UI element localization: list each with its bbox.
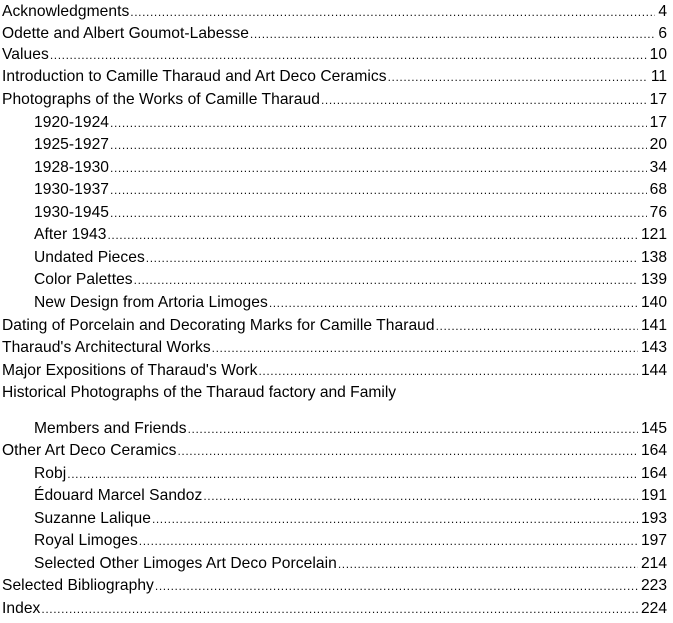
dot-leader (321, 90, 647, 110)
toc-entry-page: 139 (640, 271, 667, 288)
toc-entry-title: Robj (34, 465, 67, 482)
toc-entry-page: 121 (640, 226, 667, 243)
dot-leader (146, 248, 638, 268)
toc-entry-acknowledgments (0, 2, 667, 22)
toc-entry-page: 140 (640, 294, 667, 311)
toc-entry-architectural-works (0, 338, 667, 358)
toc-entry-title: Selected Bibliography (2, 577, 154, 594)
dot-leader (188, 419, 638, 439)
toc-entry-page: 34 (649, 159, 667, 176)
toc-entry-title: Édouard Marcel Sandoz (34, 487, 203, 504)
dot-leader (212, 338, 638, 358)
toc-subentry-1930-1945 (0, 203, 667, 223)
dot-leader (134, 270, 638, 290)
toc-entry-photographs (0, 90, 667, 110)
toc-entry-title: Tharaud's Architectural Works (2, 339, 211, 356)
toc-entry-title: 1925-1927 (34, 136, 110, 153)
toc-entry-page: 76 (649, 204, 667, 221)
toc-entry-page: 68 (649, 181, 667, 198)
toc-entry-title: Photographs of the Works of Camille Tharaud (2, 91, 320, 108)
toc-entry-goumot-labesse (0, 24, 667, 44)
toc-entry-title-continuation: Members and Friends (34, 420, 187, 437)
toc-entry-title: New Design from Artoria Limoges (34, 294, 268, 311)
toc-entry-page: 164 (640, 465, 667, 482)
toc-entry-title: Major Expositions of Tharaud's Work (2, 362, 258, 379)
toc-entry-expositions (0, 361, 667, 381)
toc-entry-title: After 1943 (34, 226, 107, 243)
toc-subentry-royal-limoges (0, 531, 667, 551)
toc-entry-dating-marks (0, 316, 667, 336)
dot-leader (110, 113, 647, 133)
toc-entry-index (0, 599, 667, 619)
toc-entry-title: 1928-1930 (34, 159, 110, 176)
toc-entry-page: 11 (650, 68, 667, 85)
toc-entry-historical-photographs-title: Historical Photographs of the Tharaud factory and Family (2, 384, 397, 401)
toc-subentry-color-palettes (0, 270, 667, 290)
dot-leader (177, 441, 638, 461)
dot-leader (152, 509, 638, 529)
dot-leader (436, 316, 638, 336)
toc-entry-page: 224 (640, 600, 667, 617)
toc-entry-page: 164 (640, 442, 667, 459)
toc-entry-page: 145 (640, 420, 667, 437)
toc-entry-title: Index (2, 600, 41, 617)
toc-entry-title: 1930-1945 (34, 204, 110, 221)
toc-entry-introduction (0, 67, 667, 87)
toc-subentry-1930-1937 (0, 180, 667, 200)
toc-entry-page: 143 (640, 339, 667, 356)
dot-leader (269, 293, 638, 313)
toc-entry-other-art-deco (0, 441, 667, 461)
toc-entry-title: Acknowledgments (2, 3, 130, 20)
toc-entry-title: Values (2, 46, 49, 63)
toc-subentry-robj (0, 464, 667, 484)
toc-entry-title: Suzanne Lalique (34, 510, 151, 527)
toc-entry-page: 4 (658, 3, 667, 20)
toc-entry-page: 141 (640, 317, 667, 334)
dot-leader (67, 464, 638, 484)
toc-entry-page: 223 (640, 577, 667, 594)
toc-entry-title: 1920-1924 (34, 114, 110, 131)
toc-entry-page: 197 (640, 532, 667, 549)
toc-entry-page: 191 (640, 487, 667, 504)
dot-leader (110, 180, 647, 200)
dot-leader (388, 67, 648, 87)
toc-subentry-suzanne-lalique (0, 509, 667, 529)
dot-leader (110, 203, 647, 223)
toc-entry-values (0, 45, 667, 65)
dot-leader (50, 45, 647, 65)
toc-entry-title: Dating of Porcelain and Decorating Marks for Camille Tharaud (2, 317, 435, 334)
toc-subentry-sandoz (0, 486, 667, 506)
dot-leader (41, 599, 638, 619)
toc-entry-page: 6 (658, 25, 667, 42)
toc-entry-page: 17 (649, 91, 667, 108)
toc-subentry-after-1943 (0, 225, 667, 245)
toc-entry-title: 1930-1937 (34, 181, 110, 198)
toc-entry-title: Royal Limoges (34, 532, 138, 549)
dot-leader (130, 2, 655, 22)
toc-entry-title: Introduction to Camille Tharaud and Art Deco Ceramics (2, 68, 387, 85)
toc-subentry-1920-1924 (0, 113, 667, 133)
toc-subentry-undated-pieces (0, 248, 667, 268)
toc-entry-bibliography (0, 576, 667, 596)
toc-entry-page: 20 (649, 136, 667, 153)
toc-entry-title: Other Art Deco Ceramics (2, 442, 177, 459)
dot-leader (110, 158, 647, 178)
toc-entry-page: 214 (640, 555, 667, 572)
toc-entry-title: Color Palettes (34, 271, 133, 288)
toc-subentry-other-limoges (0, 554, 667, 574)
toc-entry-historical-photographs (0, 419, 667, 439)
dot-leader (155, 576, 638, 596)
toc-entry-title: Odette and Albert Goumot-Labesse (2, 25, 249, 42)
toc-entry-page: 138 (640, 249, 667, 266)
dot-leader (250, 24, 655, 44)
toc-entry-page: 144 (640, 362, 667, 379)
dot-leader (338, 554, 638, 574)
dot-leader (107, 225, 638, 245)
dot-leader (139, 531, 638, 551)
toc-entry-page: 17 (649, 114, 667, 131)
toc-entry-title: Undated Pieces (34, 249, 145, 266)
dot-leader (203, 486, 638, 506)
toc-subentry-1928-1930 (0, 158, 667, 178)
toc-subentry-1925-1927 (0, 135, 667, 155)
toc-entry-page: 193 (640, 510, 667, 527)
dot-leader (259, 361, 638, 381)
dot-leader (110, 135, 647, 155)
toc-subentry-new-design (0, 293, 667, 313)
toc-entry-page: 10 (649, 46, 667, 63)
toc-entry-title: Selected Other Limoges Art Deco Porcelain (34, 555, 337, 572)
